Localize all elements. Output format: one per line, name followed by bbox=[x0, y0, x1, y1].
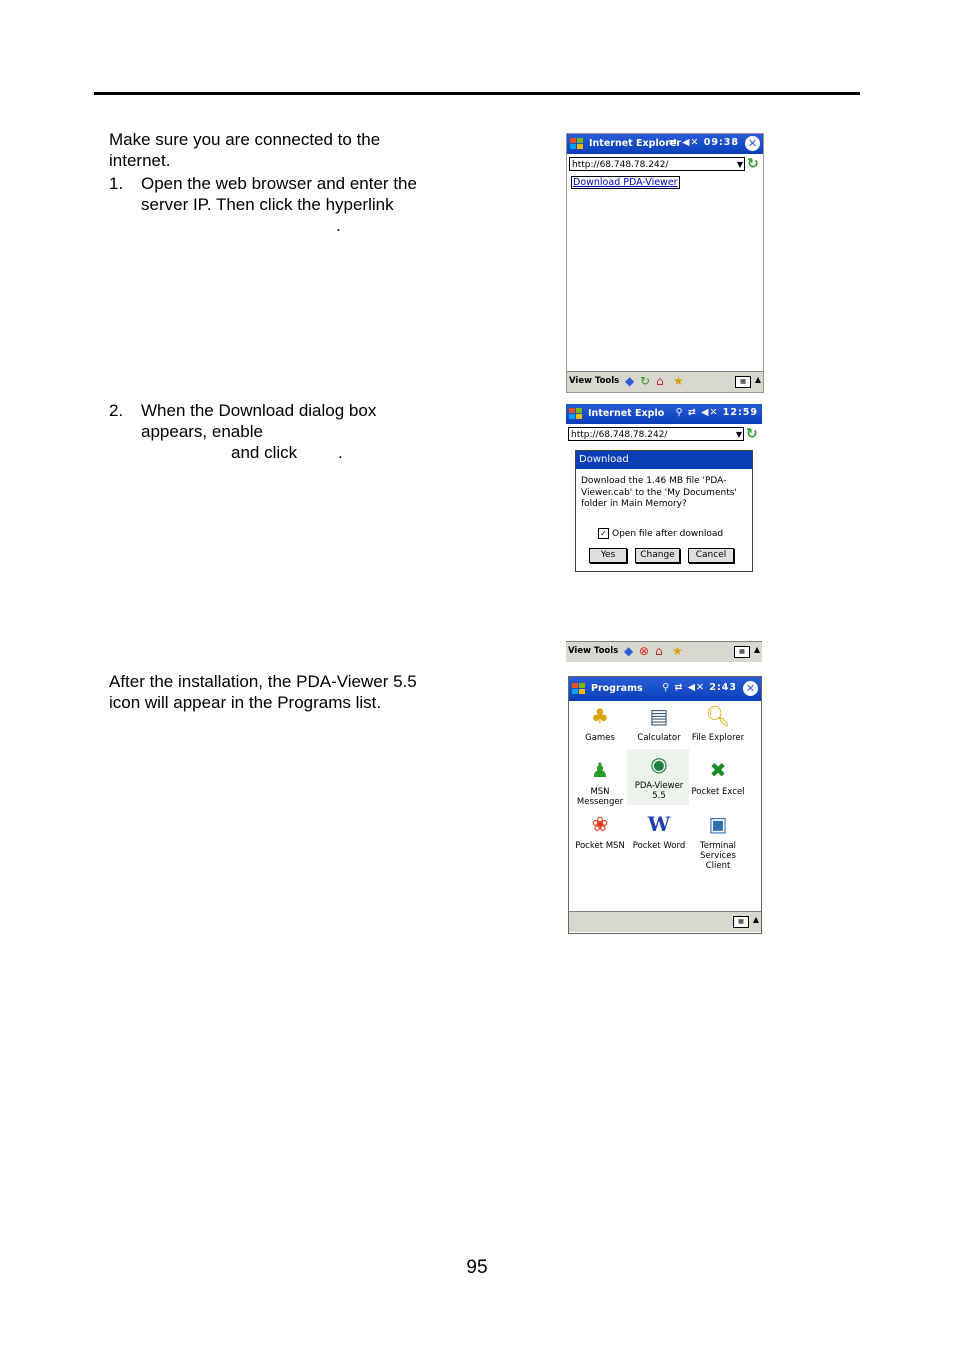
file-explorer-icon: 🔍︎ bbox=[705, 704, 731, 728]
pda-viewer-icon: ◉ bbox=[650, 752, 668, 776]
keyboard-icon[interactable]: ▦ bbox=[733, 916, 749, 928]
program-label: Pocket Excel bbox=[691, 787, 745, 797]
chevron-up-icon[interactable]: ▲ bbox=[753, 645, 760, 654]
address-bar[interactable] bbox=[569, 157, 745, 171]
close-icon[interactable]: ✕ bbox=[743, 681, 758, 696]
start-flag-icon[interactable] bbox=[568, 406, 584, 422]
refresh-go-icon[interactable]: ↻ bbox=[747, 156, 759, 172]
title-bar bbox=[569, 677, 761, 701]
window-title: Programs bbox=[591, 683, 643, 694]
program-pocket-excel[interactable] bbox=[688, 757, 748, 797]
bottom-bar bbox=[569, 911, 761, 932]
step-2-line-4: . bbox=[338, 443, 343, 462]
change-button[interactable]: Change bbox=[635, 548, 680, 563]
checkbox-checked-icon[interactable]: ✓ bbox=[598, 528, 609, 539]
chevron-down-icon[interactable]: ▼ bbox=[736, 160, 743, 169]
refresh-icon[interactable]: ↻ bbox=[640, 374, 651, 388]
terminal-services-icon: ▣ bbox=[708, 812, 728, 836]
yes-button[interactable]: Yes bbox=[589, 548, 627, 563]
step-1-line-1: Open the web browser and enter the bbox=[141, 174, 417, 193]
dialog-title: Download bbox=[576, 451, 752, 469]
screenshot-internet-explorer bbox=[566, 133, 764, 393]
favorites-star-icon[interactable]: ★ bbox=[673, 374, 684, 388]
program-label: Pocket Word bbox=[632, 841, 686, 851]
download-link[interactable]: Download PDA-Viewer bbox=[573, 177, 678, 188]
step-2-line-1: When the Download dialog box bbox=[141, 401, 377, 420]
step-1-number: 1. bbox=[109, 174, 124, 193]
program-label: Calculator bbox=[637, 733, 681, 743]
msn-messenger-icon: ♟ bbox=[591, 758, 609, 782]
favorites-star-icon[interactable]: ★ bbox=[672, 644, 683, 658]
stop-icon[interactable]: ⊗ bbox=[639, 644, 650, 658]
intro-line-1: Make sure you are connected to the bbox=[109, 130, 381, 149]
chevron-up-icon[interactable]: ▲ bbox=[752, 915, 759, 924]
program-msn-messenger[interactable] bbox=[570, 757, 630, 807]
program-label: Games bbox=[585, 733, 615, 743]
after-line-2: icon will appear in the Programs list. bbox=[109, 693, 382, 712]
program-label: PDA-Viewer 5.5 bbox=[634, 781, 684, 801]
program-label: Terminal Services Client bbox=[700, 841, 736, 871]
address-bar[interactable] bbox=[568, 427, 744, 441]
checkbox-label: Open file after download bbox=[612, 529, 724, 539]
window-title: Internet Explo bbox=[588, 408, 665, 419]
program-games[interactable] bbox=[570, 703, 630, 743]
title-bar bbox=[566, 404, 762, 424]
back-arrow-icon[interactable]: ◆ bbox=[625, 374, 635, 388]
home-icon[interactable]: ⌂ bbox=[655, 644, 663, 658]
after-line-1: After the installation, the PDA-Viewer 5.5 bbox=[109, 672, 417, 691]
screenshot-download-dialog bbox=[566, 404, 762, 662]
back-arrow-icon[interactable]: ◆ bbox=[624, 644, 634, 658]
open-after-download-checkbox[interactable] bbox=[598, 528, 723, 539]
keyboard-icon[interactable]: ▦ bbox=[734, 646, 750, 658]
pocket-word-icon: W bbox=[647, 812, 671, 836]
calculator-icon: ▤ bbox=[649, 704, 669, 728]
intro-line-2: internet. bbox=[109, 151, 171, 170]
chevron-down-icon[interactable]: ▼ bbox=[735, 430, 742, 439]
status-indicators: ⚲ ⇄ ◀✕ 12:59 bbox=[675, 407, 758, 418]
program-calculator[interactable] bbox=[629, 703, 689, 743]
close-icon[interactable]: ✕ bbox=[745, 136, 760, 151]
start-flag-icon[interactable] bbox=[569, 136, 585, 152]
start-flag-icon[interactable] bbox=[571, 681, 587, 697]
program-pocket-msn[interactable] bbox=[570, 811, 630, 851]
bottom-menu-bar bbox=[566, 641, 762, 662]
window-title: Internet Explorer bbox=[589, 138, 682, 149]
address-value: http://68.748.78.242/ bbox=[572, 160, 669, 170]
program-label: Pocket MSN bbox=[575, 841, 625, 851]
step-1-line-2: server IP. Then click the hyperlink bbox=[141, 195, 394, 214]
chevron-up-icon[interactable]: ▲ bbox=[754, 375, 761, 384]
menu-view-tools[interactable]: View Tools bbox=[569, 376, 620, 386]
step-2-number: 2. bbox=[109, 401, 124, 420]
page-number: 95 bbox=[466, 1257, 488, 1278]
refresh-go-icon[interactable]: ↻ bbox=[746, 426, 758, 442]
program-file-explorer[interactable] bbox=[688, 703, 748, 743]
pocket-msn-icon: ❀ bbox=[591, 812, 609, 836]
header-rule bbox=[94, 92, 860, 95]
home-icon[interactable]: ⌂ bbox=[656, 374, 664, 388]
program-label: MSN Messenger bbox=[576, 787, 624, 807]
dialog-message: Download the 1.46 MB file 'PDA-Viewer.cab' to the 'My Documents' folder in Main Memory? bbox=[581, 476, 737, 509]
step-2-line-2: appears, enable bbox=[141, 422, 263, 441]
screenshot-programs bbox=[568, 676, 762, 934]
games-icon: ♣ bbox=[591, 704, 609, 728]
pocket-excel-icon: ✖ bbox=[709, 758, 727, 782]
step-2-line-3: and click bbox=[231, 443, 298, 462]
program-pda-viewer[interactable] bbox=[629, 751, 689, 801]
step-1-line-3: . bbox=[336, 216, 341, 235]
bottom-menu-bar bbox=[567, 371, 763, 392]
status-indicators: ⚲ ⇄ ◀✕ 2:43 bbox=[662, 682, 737, 693]
keyboard-icon[interactable]: ▦ bbox=[735, 376, 751, 388]
menu-view-tools[interactable]: View Tools bbox=[568, 646, 619, 656]
title-bar bbox=[567, 134, 763, 154]
program-label: File Explorer bbox=[691, 733, 745, 743]
program-terminal-services[interactable] bbox=[688, 811, 748, 871]
download-dialog bbox=[575, 450, 753, 572]
cancel-button[interactable]: Cancel bbox=[688, 548, 734, 563]
address-value: http://68.748.78.242/ bbox=[571, 430, 668, 440]
status-indicators: ⇄ ◀✕ 09:38 bbox=[668, 137, 739, 148]
program-pocket-word[interactable] bbox=[629, 811, 689, 851]
